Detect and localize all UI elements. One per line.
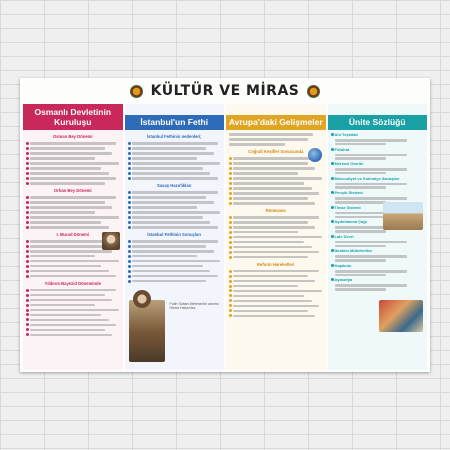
text-line: [30, 201, 105, 204]
bullet-icon: [26, 196, 29, 199]
text-line: [30, 250, 112, 253]
bullet-icon: [26, 309, 29, 312]
text-line: [132, 270, 211, 273]
column-unite-sozlugu: [328, 104, 428, 370]
text-line: [335, 201, 386, 204]
bullet-icon: [128, 221, 131, 224]
bullet-icon: [26, 265, 29, 268]
bullet-icon: [229, 285, 232, 288]
bullet-icon: [26, 245, 29, 248]
bullet-icon: [229, 289, 232, 292]
bullet-icon: [26, 323, 29, 326]
subheading: I. Murad Dönemi: [56, 231, 90, 237]
bullet-icon: [229, 202, 232, 205]
text-line: [30, 245, 105, 248]
text-line: [335, 230, 386, 233]
heading-line-1: Osmanlı Devletinin: [34, 106, 112, 117]
glossary-term-label: Ahi Teşkilatı: [334, 132, 358, 137]
text-line: [132, 157, 197, 160]
bullet-icon: [331, 249, 334, 252]
text-line: [233, 305, 319, 308]
bullet-icon: [128, 260, 131, 263]
subheading: İstanbul Fethinin Sonuçları: [147, 231, 202, 237]
text-line: [132, 172, 211, 175]
text-line: [335, 270, 408, 273]
bullet-icon: [229, 304, 232, 307]
text-line: [335, 143, 386, 146]
text-line: [30, 172, 109, 175]
bullet-icon: [128, 196, 131, 199]
bullet-icon: [229, 299, 232, 302]
text-line: [335, 284, 408, 287]
bullet-icon: [26, 172, 29, 175]
heading-text: Ünite Sözlüğü: [348, 117, 406, 128]
bullet-icon: [26, 206, 29, 209]
text-line: [233, 300, 312, 303]
bullet-icon: [26, 318, 29, 321]
bullet-icon: [128, 250, 131, 253]
poster: [20, 78, 430, 372]
text-line: [30, 221, 101, 224]
bullet-icon: [26, 226, 29, 229]
text-line: [233, 246, 312, 249]
portrait-image: [102, 232, 120, 250]
bullet-icon: [26, 255, 29, 258]
text-line: [233, 216, 319, 219]
text-line: [132, 142, 218, 145]
text-line: [335, 154, 408, 157]
bullet-icon: [128, 201, 131, 204]
bullet-icon: [229, 221, 232, 224]
bullet-icon: [26, 275, 29, 278]
text-line: [132, 191, 218, 194]
glossary-term-label: Fütühat: [334, 146, 350, 152]
list-item: [26, 332, 120, 337]
list-item: [26, 225, 120, 230]
text-line: [132, 255, 197, 258]
bullet-icon: [128, 270, 131, 273]
text-line: [233, 177, 322, 180]
text-line: [132, 167, 203, 170]
text-line: [132, 211, 221, 214]
bullet-icon: [128, 240, 131, 243]
bullet-icon: [128, 162, 131, 165]
bullet-icon: [26, 289, 29, 292]
bullet-icon: [26, 142, 29, 145]
glossary-term-label: Aydınlanma Çağı: [334, 219, 367, 225]
bullet-icon: [229, 275, 232, 278]
subheading: Yıldırım Bayezid Döneminde: [44, 280, 101, 286]
glossary-term-label: Ayasofya: [334, 277, 353, 283]
text-line: [335, 183, 408, 186]
text-line: [233, 182, 304, 185]
heading-text: Avrupa'daki Gelişmeler: [228, 117, 323, 128]
text-line: [30, 265, 101, 268]
poster-header: [20, 78, 430, 104]
text-line: [30, 211, 95, 214]
bullet-icon: [331, 220, 334, 223]
column-heading: [125, 115, 225, 130]
subheading: Coğrafi Keşifler Sonucunda: [248, 148, 304, 154]
bullet-icon: [331, 191, 334, 194]
list-item: [229, 313, 323, 318]
glossary-term-label: Kapıkulu: [334, 262, 352, 268]
text-line: [30, 206, 112, 209]
bullet-icon: [26, 216, 29, 219]
bullet-icon: [128, 275, 131, 278]
bullet-icon: [26, 304, 29, 307]
list-item: [26, 181, 120, 186]
text-line: [30, 275, 116, 278]
bullet-icon: [331, 162, 334, 165]
bullet-icon: [229, 314, 232, 317]
glossary-term-label: Lale Devri: [334, 233, 354, 239]
text-line: [30, 309, 119, 312]
subheading: Osman Bey Dönemi: [52, 134, 93, 139]
text-line: [335, 259, 386, 262]
bullet-icon: [229, 177, 232, 180]
text-line: [30, 152, 112, 155]
text-line: [30, 157, 95, 160]
text-line: [233, 280, 315, 283]
text-line: [335, 274, 386, 277]
text-line: [132, 201, 214, 204]
glossary-term: [331, 277, 425, 283]
text-line: [132, 260, 221, 263]
text-line: [132, 275, 218, 278]
text-line: [30, 270, 109, 273]
text-line: [233, 290, 322, 293]
bullet-icon: [229, 157, 232, 160]
text-line: [30, 142, 116, 145]
glossary-term: [331, 248, 425, 254]
text-line: [30, 182, 105, 185]
text-line: [30, 289, 116, 292]
bullet-icon: [26, 177, 29, 180]
bullet-icon: [229, 251, 232, 254]
bullet-icon: [26, 250, 29, 253]
subheading: Savaş Hazırlıkları: [157, 182, 192, 188]
text-line: [30, 162, 119, 165]
bullet-icon: [128, 280, 131, 283]
bullet-icon: [229, 231, 232, 234]
bullet-icon: [26, 211, 29, 214]
list-item: [128, 279, 222, 284]
list-item: [128, 225, 222, 230]
text-line: [132, 147, 207, 150]
text-line: [233, 226, 315, 229]
text-line: [30, 314, 101, 317]
bullet-icon: [128, 142, 131, 145]
bullet-icon: [26, 152, 29, 155]
text-line: [233, 236, 322, 239]
bullet-icon: [229, 197, 232, 200]
text-line: [233, 241, 304, 244]
glossary-term: [331, 234, 425, 240]
subheading: Orhan Bey Dönemi: [53, 187, 92, 193]
list-item: [26, 274, 120, 279]
bullet-icon: [229, 182, 232, 185]
text-line: [229, 133, 313, 136]
text-line: [132, 216, 203, 219]
text-line: [233, 275, 308, 278]
bullet-icon: [229, 172, 232, 175]
bullet-icon: [26, 270, 29, 273]
bullet-icon: [229, 294, 232, 297]
subheading: İstanbul Fethinin nedenleri;: [146, 134, 202, 139]
text-line: [233, 197, 308, 200]
bullet-icon: [331, 148, 334, 151]
glossary-term-label: İbrahim Müteferrika: [334, 248, 372, 254]
text-line: [233, 162, 308, 165]
bullet-icon: [128, 191, 131, 194]
text-line: [30, 260, 119, 263]
bullet-icon: [229, 216, 232, 219]
text-line: [335, 245, 386, 248]
text-line: [233, 251, 319, 254]
bullet-icon: [331, 235, 334, 238]
column-avrupa-gelismeler: [226, 104, 326, 370]
glossary-term-label: Pençik Sistemi: [334, 190, 363, 196]
text-line: [132, 245, 207, 248]
list-item: [229, 201, 323, 206]
bullet-icon: [26, 299, 29, 302]
bullet-icon: [128, 216, 131, 219]
list-item: [128, 176, 222, 181]
bullet-icon: [229, 187, 232, 190]
bullet-icon: [128, 152, 131, 155]
bullet-icon: [26, 147, 29, 150]
text-line: [30, 226, 109, 229]
bullet-icon: [331, 206, 334, 209]
globe-icon: [308, 148, 322, 162]
bullet-icon: [229, 270, 232, 273]
text-line: [132, 177, 218, 180]
glossary-term: [331, 161, 425, 167]
text-line: [132, 280, 207, 283]
text-line: [229, 143, 285, 146]
glossary-term: [331, 190, 425, 196]
text-line: [132, 152, 214, 155]
bullet-icon: [229, 241, 232, 244]
poster-columns: [23, 104, 427, 370]
glossary-term: [331, 147, 425, 153]
bullet-icon: [26, 182, 29, 185]
text-line: [233, 172, 298, 175]
text-line: [233, 270, 319, 273]
column-istanbul-fethi: [125, 104, 225, 370]
column-heading: [23, 104, 123, 130]
glossary-term: [331, 176, 425, 182]
text-line: [132, 226, 218, 229]
bullet-icon: [128, 206, 131, 209]
bullet-icon: [26, 240, 29, 243]
text-line: [132, 221, 211, 224]
text-line: [335, 172, 386, 175]
text-line: [132, 240, 218, 243]
bullet-icon: [128, 177, 131, 180]
list-item: [229, 255, 323, 260]
bullet-icon: [229, 167, 232, 170]
text-line: [30, 304, 95, 307]
bullet-icon: [26, 162, 29, 165]
text-line: [233, 202, 315, 205]
bullet-icon: [229, 246, 232, 249]
sultan-portrait-image: [133, 290, 151, 308]
text-line: [30, 177, 116, 180]
subheading: Reform Hareketleri: [257, 261, 295, 267]
text-line: [30, 147, 105, 150]
bullet-icon: [128, 172, 131, 175]
bullet-icon: [229, 280, 232, 283]
column-heading: [328, 115, 428, 130]
bullet-icon: [26, 201, 29, 204]
bullet-icon: [331, 264, 334, 267]
text-line: [233, 221, 308, 224]
text-line: [335, 255, 408, 258]
column-osmanli-kurulusu: [23, 104, 123, 370]
text-line: [233, 167, 315, 170]
text-line: [233, 192, 319, 195]
glossary-term-label: Merkezi Otorite: [334, 161, 364, 167]
bullet-icon: [26, 333, 29, 336]
bullet-icon: [128, 211, 131, 214]
text-line: [30, 324, 116, 327]
text-line: [30, 294, 105, 297]
right-emblem-icon: [307, 85, 320, 98]
bullet-icon: [229, 162, 232, 165]
fetih-painting-image: [129, 300, 165, 362]
text-line: [233, 315, 315, 318]
text-line: [30, 334, 112, 337]
caption: Fatih Sultan Mehmed'in annesi Hüma Hatun'dur.: [169, 302, 219, 310]
text-line: [335, 197, 408, 200]
text-line: [30, 319, 109, 322]
bullet-icon: [331, 278, 334, 281]
bullet-icon: [128, 255, 131, 258]
text-line: [233, 310, 308, 313]
bullet-icon: [229, 236, 232, 239]
text-line: [335, 157, 386, 160]
text-line: [335, 139, 408, 142]
text-line: [233, 295, 304, 298]
bullet-icon: [128, 167, 131, 170]
text-line: [233, 256, 308, 259]
text-line: [233, 157, 319, 160]
poster-title: KÜLTÜR VE MİRAS: [150, 83, 300, 99]
column-body: [125, 130, 225, 286]
bullet-icon: [26, 167, 29, 170]
text-line: [132, 250, 214, 253]
bullet-icon: [26, 260, 29, 263]
column-heading: [226, 115, 326, 130]
bullet-icon: [128, 226, 131, 229]
bullet-icon: [229, 192, 232, 195]
bullet-icon: [26, 157, 29, 160]
bullet-icon: [128, 265, 131, 268]
glossary-term-label: Mevcudiyet ve Kıdemiye Savaşları: [334, 175, 400, 181]
subheading: Rönesans: [265, 207, 286, 213]
heading-text: İstanbul'un Fethi: [140, 117, 209, 128]
text-line: [233, 231, 298, 234]
bullet-icon: [128, 147, 131, 150]
bullet-icon: [229, 309, 232, 312]
bullet-icon: [128, 157, 131, 160]
bullet-icon: [26, 294, 29, 297]
text-line: [30, 216, 119, 219]
mosque-image: [383, 202, 423, 230]
bullet-icon: [229, 226, 232, 229]
heading-line-2: Kuruluşu: [54, 117, 92, 127]
glossary-term: [331, 263, 425, 269]
text-line: [335, 186, 386, 189]
text-line: [335, 168, 408, 171]
bullet-icon: [128, 245, 131, 248]
bullet-icon: [229, 256, 232, 259]
text-line: [335, 241, 408, 244]
text-line: [30, 329, 105, 332]
text-line: [30, 255, 95, 258]
bullet-icon: [26, 313, 29, 316]
text-line: [229, 138, 308, 141]
text-line: [233, 285, 298, 288]
bullet-icon: [331, 177, 334, 180]
bullet-icon: [26, 328, 29, 331]
text-line: [30, 196, 116, 199]
list-item: [229, 142, 323, 147]
text-line: [132, 162, 221, 165]
bullet-icon: [26, 221, 29, 224]
text-line: [30, 167, 101, 170]
text-line: [233, 187, 312, 190]
glossary-term-label: Timar Sistemi: [334, 204, 361, 210]
text-line: [335, 288, 386, 291]
crowd-painting-image: [379, 300, 423, 332]
text-line: [132, 265, 203, 268]
text-line: [132, 206, 197, 209]
text-line: [30, 299, 112, 302]
text-line: [335, 216, 386, 219]
left-emblem-icon: [130, 85, 143, 98]
glossary-term: [331, 132, 425, 138]
text-line: [132, 196, 207, 199]
bullet-icon: [331, 133, 334, 136]
